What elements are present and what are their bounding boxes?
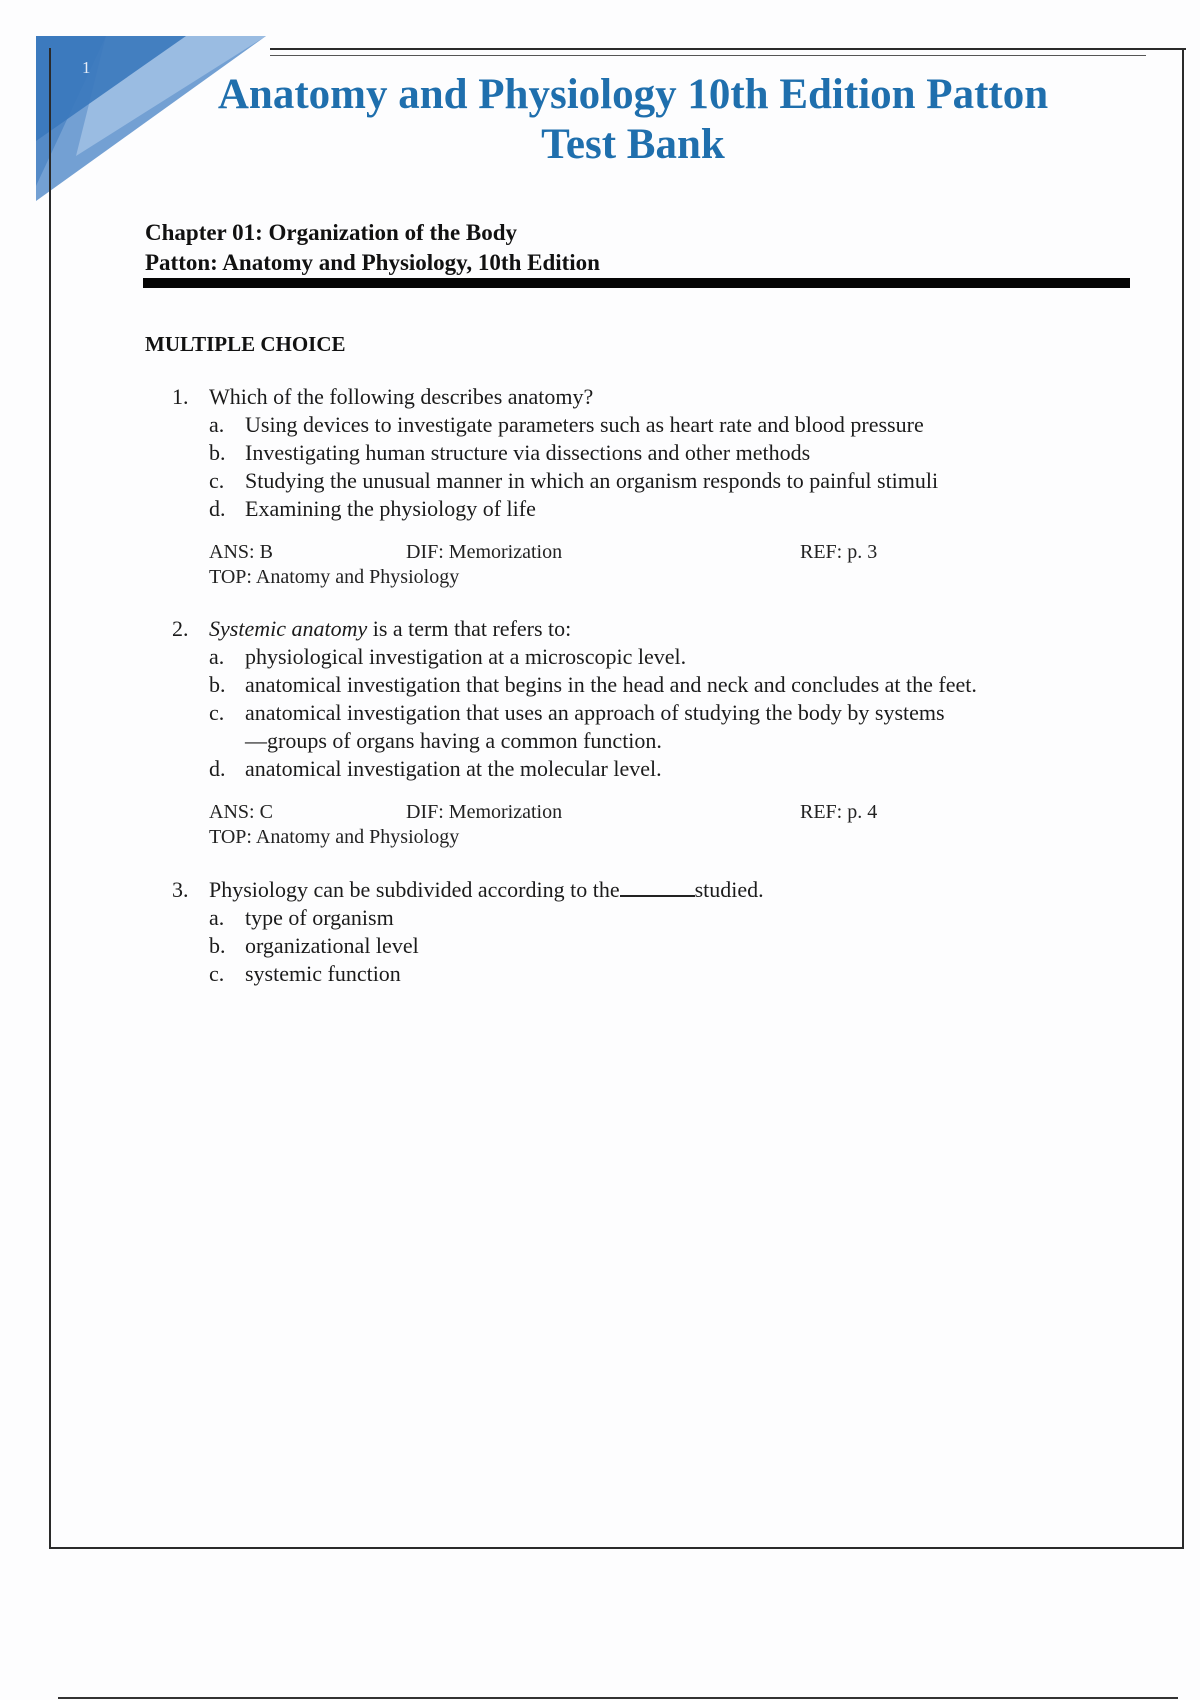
- option-a: [172, 904, 1072, 932]
- option-text: Investigating human structure via dissections and other methods: [245, 440, 811, 465]
- option-letter: c.: [209, 468, 225, 493]
- option-a: [172, 643, 1072, 671]
- option-letter: c.: [209, 700, 225, 725]
- option-text: physiological investigation at a microscopic level.: [245, 644, 687, 669]
- question-stem: Which of the following describes anatomy?: [209, 384, 594, 409]
- chapter-rule: [143, 278, 1130, 288]
- difficulty: DIF: Memorization: [406, 541, 563, 563]
- option-text: anatomical investigation that begins in the head and neck and concludes at the feet.: [245, 672, 977, 697]
- option-d: [172, 495, 1072, 523]
- option-text: anatomical investigation at the molecular level.: [245, 756, 662, 781]
- bottom-rule: [58, 1697, 1178, 1699]
- title-line-1: Anatomy and Physiology 10th Edition Patton: [217, 71, 1049, 118]
- topic: TOP: Anatomy and Physiology: [209, 826, 460, 848]
- option-letter: d.: [209, 756, 226, 781]
- option-letter: a.: [209, 905, 225, 930]
- section-heading: MULTIPLE CHOICE: [145, 332, 346, 356]
- option-c: [172, 960, 1072, 988]
- question-2: [172, 615, 1072, 783]
- question-number: 2.: [172, 616, 189, 641]
- answer-key: ANS: C: [209, 801, 273, 823]
- option-text: type of organism: [245, 905, 394, 930]
- option-text: Using devices to investigate parameters such as heart rate and blood pressure: [245, 412, 924, 437]
- option-letter: c.: [209, 961, 225, 986]
- option-b: [172, 439, 1072, 467]
- question-3: [172, 875, 1072, 988]
- option-text: systemic function: [245, 961, 401, 986]
- option-letter: b.: [209, 672, 226, 697]
- page-number: 1: [82, 58, 91, 77]
- option-letter: a.: [209, 644, 225, 669]
- option-text: organizational level: [245, 933, 419, 958]
- question-number: 3.: [172, 877, 189, 902]
- question-stem: Physiology can be subdivided according to the: [209, 877, 620, 902]
- option-letter: a.: [209, 412, 225, 437]
- chapter-title: Chapter 01: Organization of the Body: [145, 220, 518, 245]
- title-line-2: Test Bank: [541, 121, 725, 168]
- document-title: [150, 70, 1116, 170]
- fill-in-blank: [620, 875, 695, 897]
- topic: TOP: Anatomy and Physiology: [209, 566, 460, 588]
- option-d: [172, 755, 1072, 783]
- option-b: [172, 671, 1072, 699]
- question-2-meta: [209, 800, 909, 850]
- question-1: [172, 383, 1072, 523]
- option-b: [172, 932, 1072, 960]
- option-text: Studying the unusual manner in which an organism responds to painful stimuli: [245, 468, 939, 493]
- option-letter: b.: [209, 933, 226, 958]
- book-title: Patton: Anatomy and Physiology, 10th Edition: [145, 250, 600, 275]
- option-text: anatomical investigation that uses an approach of studying the body by systems—groups of organs having a common function.: [245, 700, 945, 753]
- question-stem: is a term that refers to:: [367, 616, 572, 641]
- option-a: [172, 411, 1072, 439]
- chapter-header: [145, 218, 600, 278]
- option-text: Examining the physiology of life: [245, 496, 536, 521]
- option-c: [172, 467, 1072, 495]
- difficulty: DIF: Memorization: [406, 801, 563, 823]
- page-reference: REF: p. 4: [800, 801, 878, 823]
- option-c: [172, 699, 965, 755]
- page-reference: REF: p. 3: [800, 541, 878, 563]
- option-letter: b.: [209, 440, 226, 465]
- option-letter: d.: [209, 496, 226, 521]
- question-stem-end: studied.: [694, 877, 764, 902]
- answer-key: ANS: B: [209, 541, 273, 563]
- question-stem-term: Systemic anatomy: [209, 616, 368, 641]
- question-1-meta: [209, 540, 909, 590]
- question-number: 1.: [172, 384, 189, 409]
